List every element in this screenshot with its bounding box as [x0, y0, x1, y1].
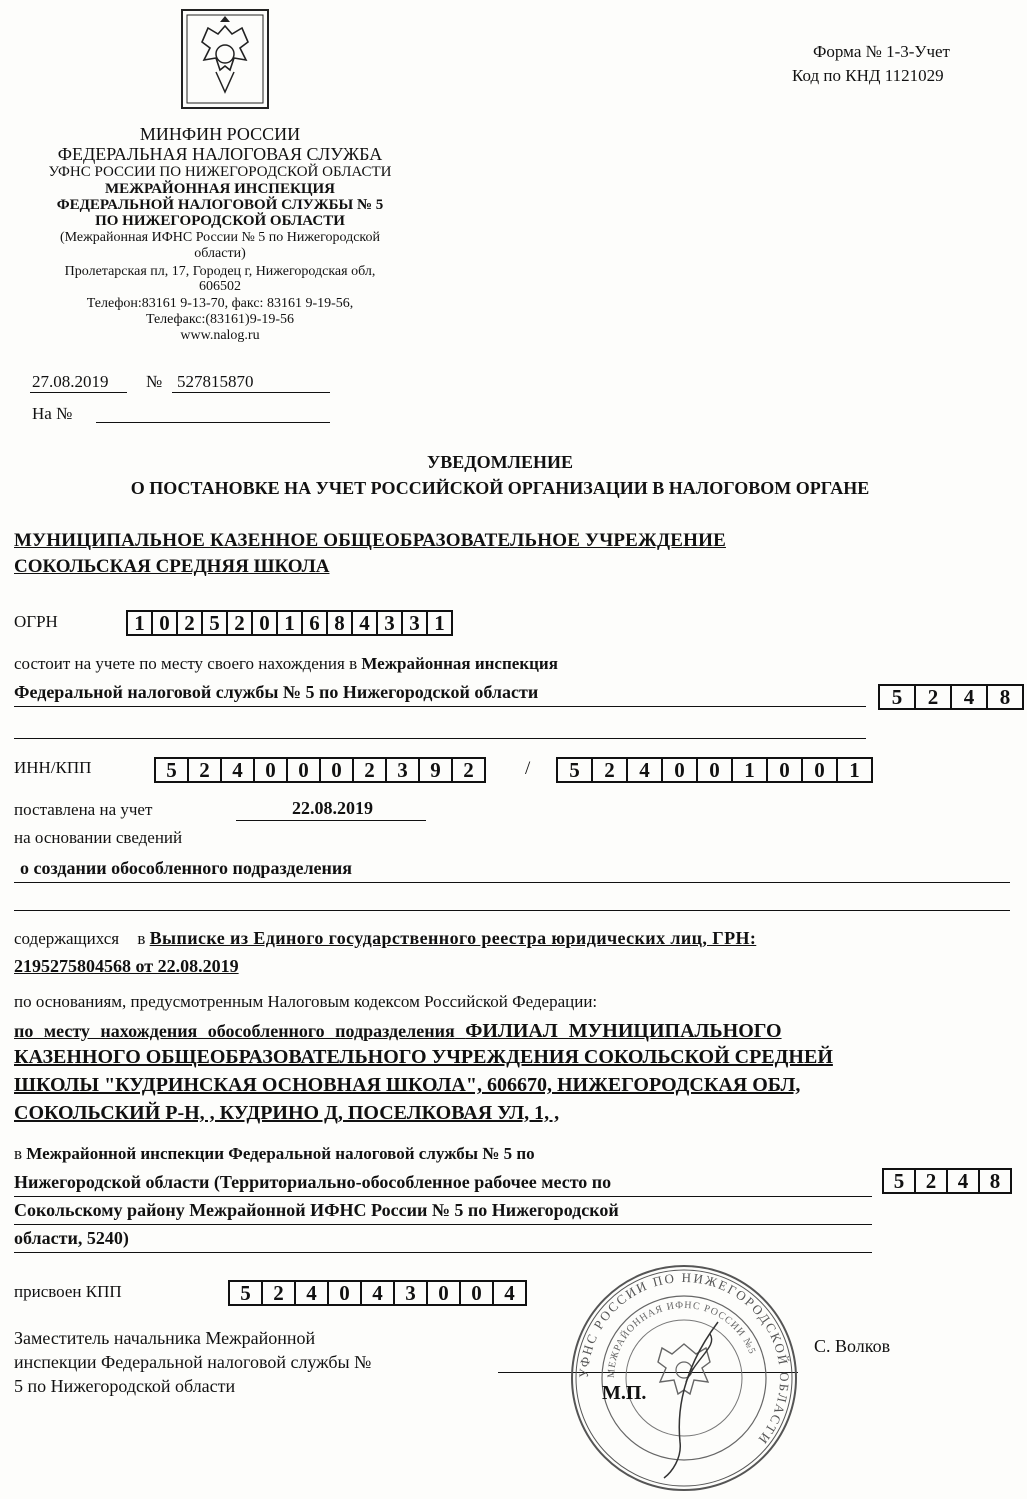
inn-boxes — [154, 757, 484, 783]
kpp-digit: 1 — [731, 757, 768, 783]
contained-value: Выписке из Единого государственного реестра юридических лиц, ГРН: — [149, 928, 757, 948]
reg-date-value: 22.08.2019 — [292, 798, 373, 818]
kpp-digit: 1 — [836, 757, 873, 783]
reg-date-label: поставлена на учет — [14, 800, 153, 819]
ogrn-digit: 3 — [376, 610, 403, 636]
contained-line1 — [14, 928, 1010, 949]
org-name-line2: СОКОЛЬСКАЯ СРЕДНЯЯ ШКОЛА — [14, 556, 330, 577]
header-fax: Телефакс:(83161)9-19-56 — [145, 312, 295, 327]
form-number: Форма № 1-3-Учет — [813, 42, 950, 61]
authority-prefix: в — [14, 1144, 23, 1163]
kpp-assigned-digit: 0 — [327, 1280, 362, 1306]
inn-digit: 9 — [418, 757, 453, 783]
ogrn-digit: 2 — [176, 610, 203, 636]
ogrn-digit: 4 — [351, 610, 378, 636]
authority-code-digit: 4 — [946, 1168, 980, 1194]
authority-line4: области, 5240) — [14, 1228, 129, 1248]
tax-office-code-digit: 5 — [878, 684, 916, 710]
ogrn-digit: 6 — [301, 610, 328, 636]
grounds-line3: ШКОЛЫ "КУДРИНСКАЯ ОСНОВНАЯ ШКОЛА", 606670, НИЖЕГОРОДСКАЯ ОБЛ, — [14, 1074, 801, 1096]
tax-office-code-digit: 2 — [914, 684, 952, 710]
kpp-digit: 0 — [696, 757, 733, 783]
authority-line1 — [14, 1144, 535, 1164]
ogrn-digit: 8 — [326, 610, 353, 636]
registered-code-boxes — [878, 684, 1022, 710]
stamp-seal-icon — [568, 1262, 800, 1494]
inn-digit: 4 — [220, 757, 255, 783]
inn-digit: 2 — [352, 757, 387, 783]
inn-digit: 5 — [154, 757, 189, 783]
kpp-digit: 0 — [766, 757, 803, 783]
doc-date: 27.08.2019 — [32, 372, 109, 391]
kpp-assigned-digit: 4 — [492, 1280, 527, 1306]
header-inspection-3: ПО НИЖЕГОРОДСКОЙ ОБЛАСТИ — [95, 213, 345, 229]
header-inspection-2: ФЕДЕРАЛЬНОЙ НАЛОГОВОЙ СЛУЖБЫ № 5 — [56, 197, 384, 213]
stamp-inner-text: МЕЖРАЙОННАЯ ИФНС РОССИИ №5 — [605, 1299, 758, 1379]
doc-title: УВЕДОМЛЕНИЕ — [426, 452, 574, 472]
doc-number: 527815870 — [177, 372, 254, 391]
signer-title-3: 5 по Нижегородской области — [14, 1376, 236, 1396]
kpp-assigned-digit: 0 — [459, 1280, 494, 1306]
grounds-line4: СОКОЛЬСКИЙ Р-Н, , КУДРИНО Д, ПОСЕЛКОВАЯ УЛ, 1, , — [14, 1102, 560, 1124]
ogrn-digit: 1 — [126, 610, 153, 636]
inn-digit: 0 — [319, 757, 354, 783]
knd-code: Код по КНД 1121029 — [792, 66, 944, 85]
svg-text:МЕЖРАЙОННАЯ ИФНС РОССИИ №5 — [606, 1300, 758, 1378]
authority-name: Межрайонной инспекции Федеральной налоговой службы № 5 по — [26, 1144, 535, 1163]
kpp-assigned-digit: 2 — [261, 1280, 296, 1306]
tax-office-code-digit: 4 — [950, 684, 988, 710]
ogrn-label: ОГРН — [14, 612, 58, 631]
inn-digit: 2 — [187, 757, 222, 783]
header-website: www.nalog.ru — [180, 328, 260, 343]
basis-value: о создании обособленного подразделения — [20, 858, 353, 878]
header-inspection: МЕЖРАЙОННАЯ ИНСПЕКЦИЯ — [104, 181, 336, 197]
ogrn-digit: 1 — [276, 610, 303, 636]
basis-label: на основании сведений — [14, 828, 183, 847]
header-postcode: 606502 — [199, 279, 241, 294]
stamp-outer-text: УФНС РОССИИ ПО НИЖЕГОРОДСКОЙ ОБЛАСТИ — [575, 1269, 793, 1449]
ogrn-digit: 2 — [226, 610, 253, 636]
authority-code-boxes — [882, 1168, 1010, 1194]
grounds-line1-text: по месту нахождения обособленного подразделения — [14, 1021, 455, 1041]
authority-line2: Нижегородской области (Территориально-обособленное рабочее место по — [14, 1172, 612, 1192]
kpp-digit: 5 — [556, 757, 593, 783]
kpp-assigned-digit: 3 — [393, 1280, 428, 1306]
ref-number-label: На № — [32, 404, 73, 423]
stamp-place-label: М.П. — [602, 1382, 647, 1404]
official-stamp — [568, 1262, 800, 1494]
org-name-line1: МУНИЦИПАЛЬНОЕ КАЗЕННОЕ ОБЩЕОБРАЗОВАТЕЛЬНОЕ УЧРЕЖДЕНИЕ — [14, 530, 726, 551]
header-address: Пролетарская пл, 17, Городец г, Нижегородская обл, — [64, 264, 376, 279]
kpp-assigned-digit: 5 — [228, 1280, 263, 1306]
issuer-header — [0, 0, 440, 360]
grounds-line1-bold: ФИЛИАЛ МУНИЦИПАЛЬНОГО — [465, 1020, 782, 1042]
contained-label: содержащихся — [14, 929, 120, 948]
inn-kpp-separator: / — [525, 758, 531, 779]
header-short-name-2: области) — [194, 246, 246, 261]
kpp-assigned-boxes — [228, 1280, 525, 1306]
ogrn-digit: 0 — [151, 610, 178, 636]
ogrn-boxes — [126, 610, 451, 636]
inn-kpp-label: ИНН/КПП — [14, 758, 92, 777]
tax-office-code-digit: 8 — [986, 684, 1024, 710]
authority-code-digit: 8 — [978, 1168, 1012, 1194]
ogrn-digit: 3 — [401, 610, 428, 636]
grounds-line1 — [14, 1020, 782, 1043]
kpp-assigned-label: присвоен КПП — [14, 1282, 122, 1301]
header-regional: УФНС РОССИИ ПО НИЖЕГОРОДСКОЙ ОБЛАСТИ — [48, 164, 392, 180]
registered-line2: Федеральной налоговой службы № 5 по Нижегородской области — [14, 682, 539, 702]
kpp-boxes — [556, 757, 871, 783]
header-service: ФЕДЕРАЛЬНАЯ НАЛОГОВАЯ СЛУЖБА — [57, 144, 383, 164]
authority-code-digit: 2 — [914, 1168, 948, 1194]
registered-line1 — [14, 654, 558, 674]
authority-code-digit: 5 — [882, 1168, 916, 1194]
ogrn-digit: 1 — [426, 610, 453, 636]
kpp-digit: 4 — [626, 757, 663, 783]
ogrn-digit: 5 — [201, 610, 228, 636]
grounds-line2: КАЗЕННОГО ОБЩЕОБРАЗОВАТЕЛЬНОГО УЧРЕЖДЕНИЯ СОКОЛЬСКОЙ СРЕДНЕЙ — [14, 1046, 833, 1068]
signer-name: С. Волков — [814, 1336, 891, 1356]
inn-digit: 0 — [253, 757, 288, 783]
authority-line3: Сокольскому району Межрайонной ИФНС России № 5 по Нижегородской — [14, 1200, 619, 1220]
kpp-assigned-digit: 0 — [426, 1280, 461, 1306]
kpp-digit: 0 — [661, 757, 698, 783]
signer-title-2: инспекции Федеральной налоговой службы № — [14, 1352, 372, 1372]
registered-prefix: состоит на учете по месту своего нахождения в — [14, 654, 358, 673]
kpp-digit: 2 — [591, 757, 628, 783]
header-phone: Телефон:83161 9-13-70, факс: 83161 9-19-56, — [86, 296, 354, 311]
inn-digit: 3 — [385, 757, 420, 783]
inn-digit: 0 — [286, 757, 321, 783]
header-short-name: (Межрайонная ИФНС России № 5 по Нижегородской — [59, 230, 381, 245]
signer-title-1: Заместитель начальника Межрайонной — [14, 1328, 316, 1348]
grounds-label: по основаниям, предусмотренным Налоговым кодексом Российской Федерации: — [14, 992, 598, 1011]
kpp-assigned-digit: 4 — [360, 1280, 395, 1306]
contained-value-2: 2195275804568 от 22.08.2019 — [14, 956, 239, 976]
doc-number-label: № — [146, 372, 163, 391]
registered-authority: Межрайонная инспекция — [361, 654, 558, 673]
kpp-digit: 0 — [801, 757, 838, 783]
contained-in: в — [137, 929, 146, 948]
header-ministry: МИНФИН РОССИИ — [139, 124, 301, 144]
ogrn-digit: 0 — [251, 610, 278, 636]
inn-digit: 2 — [451, 757, 486, 783]
doc-subtitle: О ПОСТАНОВКЕ НА УЧЕТ РОССИЙСКОЙ ОРГАНИЗАЦИИ В НАЛОГОВОМ ОРГАНЕ — [130, 478, 870, 498]
kpp-assigned-digit: 4 — [294, 1280, 329, 1306]
